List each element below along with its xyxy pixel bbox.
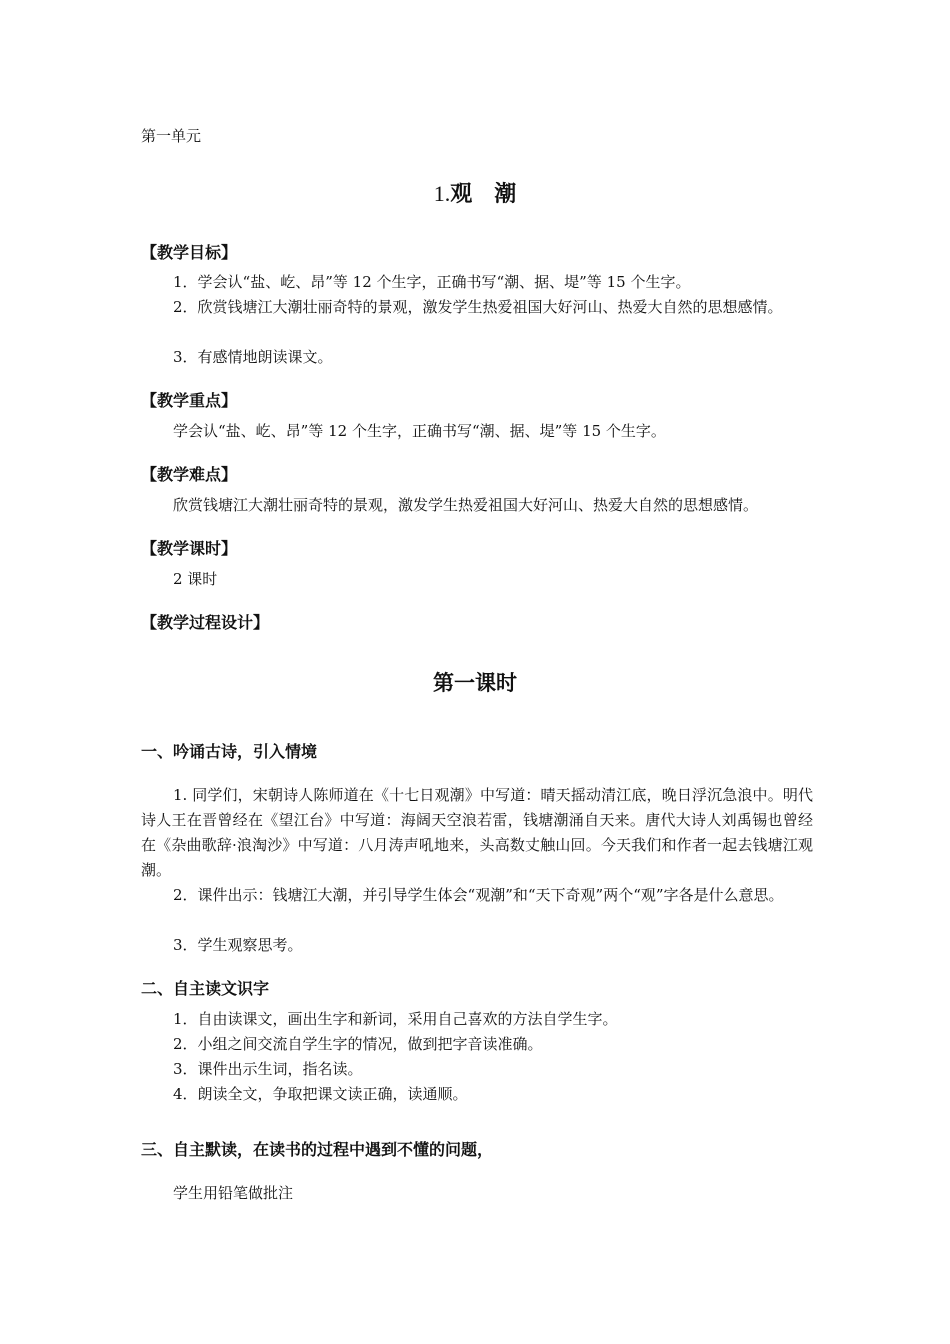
- unit-label: 第一单元: [141, 127, 202, 145]
- part2-item: 2．小组之间交流自学生字的情况，做到把字音读准确。: [173, 1035, 543, 1053]
- objective-item: 2．欣赏钱塘江大潮壮丽奇特的景观，激发学生热爱祖国大好河山、热爱大自然的思想感情。: [173, 298, 783, 316]
- part1-item: 3．学生观察思考。: [173, 936, 303, 954]
- class-hours-text: 2 课时: [173, 570, 218, 588]
- lesson-name: 观 潮: [450, 182, 517, 207]
- key-points-heading: 【教学重点】: [141, 391, 238, 410]
- part1-heading: 一、吟诵古诗，引入情境: [141, 742, 318, 761]
- part3-heading: 三、自主默读，在读书的过程中遇到不懂的问题，: [141, 1140, 494, 1159]
- objective-item: 3．有感情地朗读课文。: [173, 348, 333, 366]
- class-hours-heading: 【教学课时】: [141, 539, 238, 558]
- objective-item: 1．学会认“盐、屹、昂”等 12 个生字，正确书写“潮、据、堤”等 15 个生字。: [173, 273, 691, 291]
- objectives-heading: 【教学目标】: [141, 243, 238, 262]
- lesson-number: 1.: [433, 181, 451, 206]
- part1-item: 1. 同学们，宋朝诗人陈师道在《十七日观潮》中写道：晴天摇动清江底，晚日浮沉急浪中。明代诗人王在晋曾经在《望江台》中写道：海阔天空浪若雷，钱塘潮涌自天来。唐代大诗人刘禹锡也曾经在《杂曲歌辞·浪淘沙》中写道：八月涛声吼地来，头高数丈触山回。今天我们和作者一起去钱塘江观潮。: [141, 786, 813, 879]
- key-points-text: 学会认“盐、屹、昂”等 12 个生字，正确书写“潮、据、堤”等 15 个生字。: [173, 422, 666, 440]
- session-title: 第一课时: [433, 671, 517, 695]
- part2-heading: 二、自主读文识字: [141, 979, 270, 998]
- difficulties-heading: 【教学难点】: [141, 465, 238, 484]
- part1-item: 2．课件出示：钱塘江大潮，并引导学生体会“观潮”和“天下奇观”两个“观”字各是什么意思。: [173, 886, 784, 904]
- process-heading: 【教学过程设计】: [141, 613, 270, 632]
- difficulties-text: 欣赏钱塘江大潮壮丽奇特的景观，激发学生热爱祖国大好河山、热爱大自然的思想感情。: [173, 496, 759, 514]
- part2-item: 3．课件出示生词，指名读。: [173, 1060, 363, 1078]
- part3-text: 学生用铅笔做批注: [173, 1184, 294, 1202]
- part2-item: 4．朗读全文，争取把课文读正确，读通顺。: [173, 1085, 468, 1103]
- part2-item: 1．自由读课文，画出生字和新词，采用自己喜欢的方法自学生字。: [173, 1010, 618, 1028]
- lesson-title: [0, 178, 950, 211]
